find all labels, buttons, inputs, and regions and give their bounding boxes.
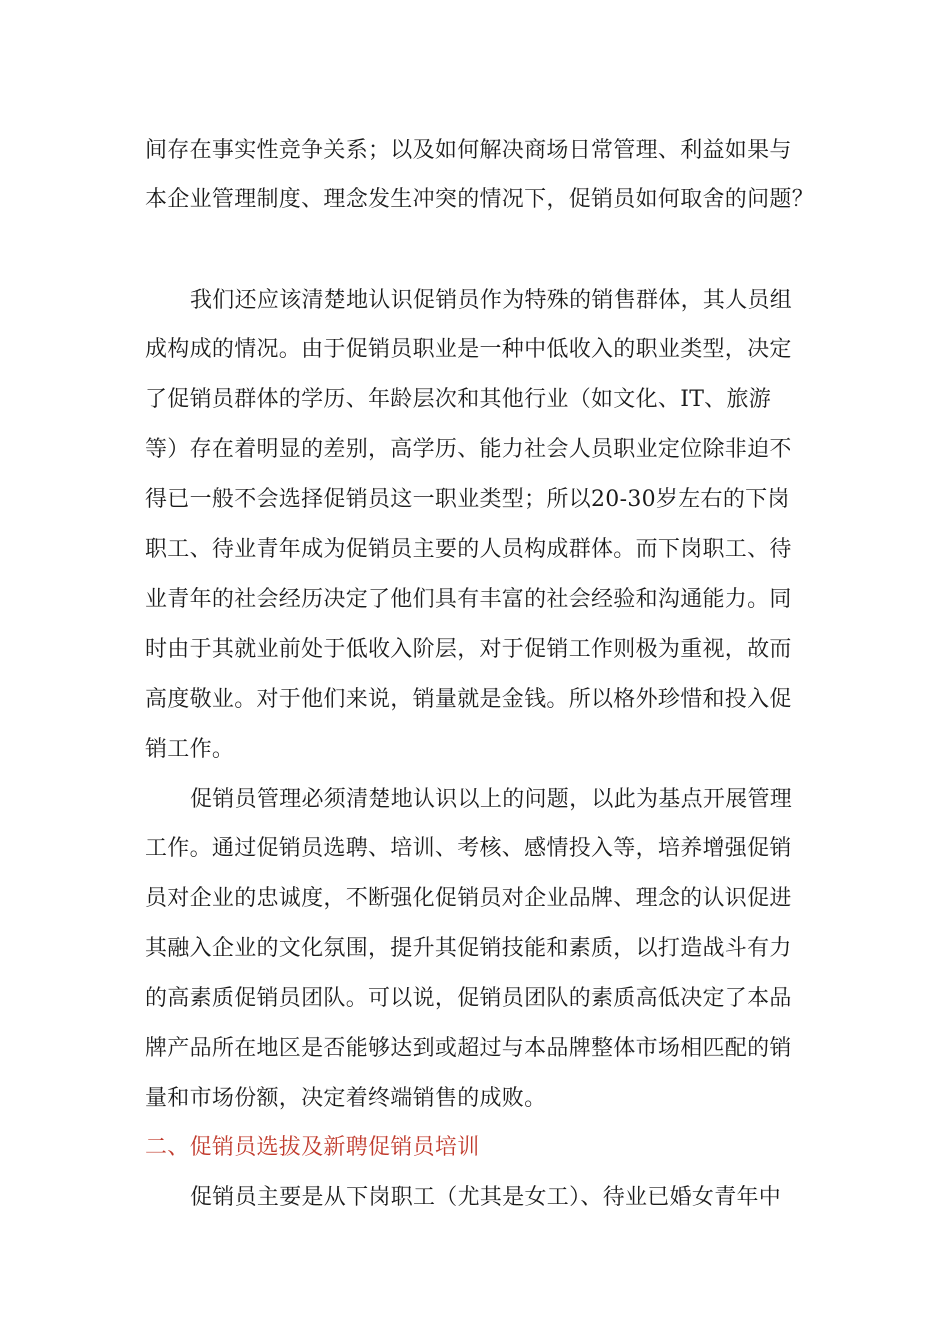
paragraph-line: 工作。通过促销员选聘、培训、考核、感情投入等，培养增强促销	[145, 836, 792, 861]
paragraph-line: 了促销员群体的学历、年龄层次和其他行业（如文化、IT、旅游	[145, 387, 772, 412]
paragraph-line: 其融入企业的文化氛围，提升其促销技能和素质，以打造战斗有力	[145, 936, 792, 961]
paragraph-line: 我们还应该清楚地认识促销员作为特殊的销售群体，其人员组	[190, 288, 793, 313]
paragraph-line: 促销员主要是从下岗职工（尤其是女工）、待业已婚女青年中	[190, 1185, 782, 1210]
paragraph-line: 高度敬业。对于他们来说，销量就是金钱。所以格外珍惜和投入促	[145, 687, 792, 712]
paragraph-line: 本企业管理制度、理念发生冲突的情况下，促销员如何取舍的问题？	[145, 187, 815, 212]
paragraph-line: 等）存在着明显的差别，高学历、能力社会人员职业定位除非迫不	[145, 437, 792, 462]
paragraph-line: 量和市场份额，决定着终端销售的成败。	[145, 1086, 547, 1111]
paragraph-line: 间存在事实性竞争关系；以及如何解决商场日常管理、利益如果与	[145, 138, 792, 163]
paragraph-line: 得已一般不会选择促销员这一职业类型；所以20-30岁左右的下岗	[145, 487, 790, 512]
paragraph-line: 促销员管理必须清楚地认识以上的问题，以此为基点开展管理	[190, 787, 793, 812]
paragraph-line: 业青年的社会经历决定了他们具有丰富的社会经验和沟通能力。同	[145, 587, 792, 612]
section-heading: 二、促销员选拔及新聘促销员培训	[145, 1135, 480, 1160]
paragraph-line: 职工、待业青年成为促销员主要的人员构成群体。而下岗职工、待	[145, 537, 792, 562]
paragraph-line: 的高素质促销员团队。可以说，促销员团队的素质高低决定了本品	[145, 986, 792, 1011]
paragraph-line: 时由于其就业前处于低收入阶层，对于促销工作则极为重视，故而	[145, 637, 792, 662]
paragraph-line: 成构成的情况。由于促销员职业是一种中低收入的职业类型，决定	[145, 337, 792, 362]
paragraph-line: 员对企业的忠诚度，不断强化促销员对企业品牌、理念的认识促进	[145, 886, 792, 911]
paragraph-line: 销工作。	[145, 737, 235, 762]
paragraph-line: 牌产品所在地区是否能够达到或超过与本品牌整体市场相匹配的销	[145, 1036, 792, 1061]
